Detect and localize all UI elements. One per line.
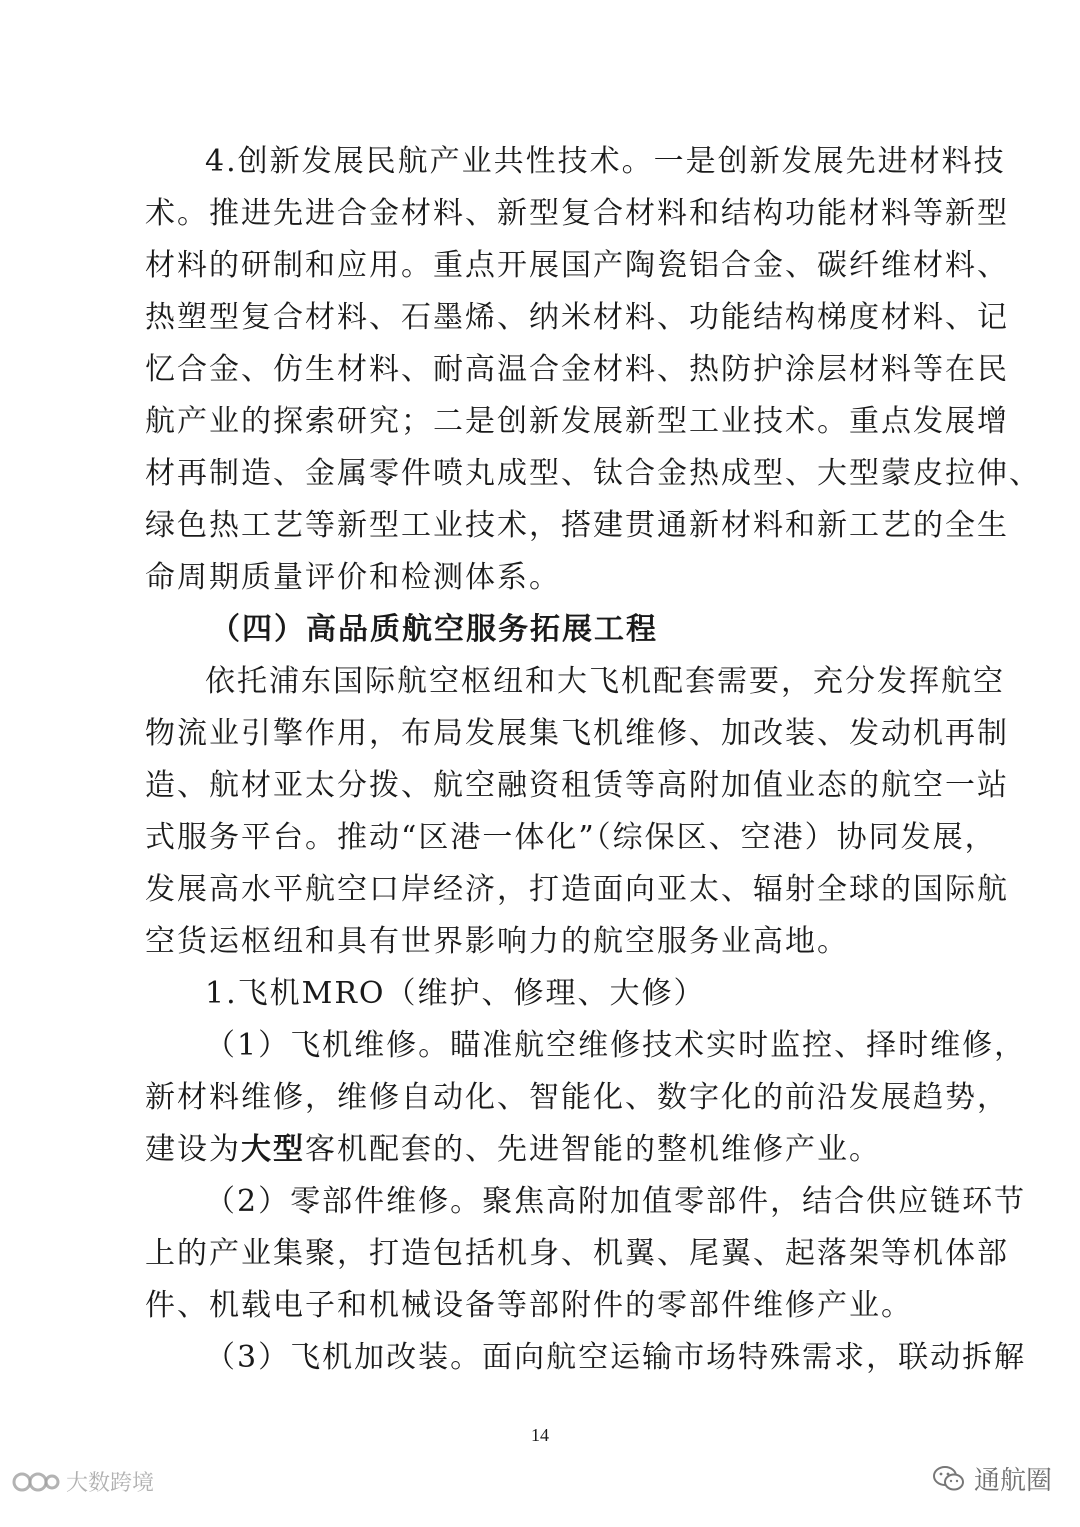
paragraph-1-line-1: 4.创新发展民航产业共性技术。一是创新发展先进材料技: [205, 144, 1006, 179]
item-1-line-3: [145, 1124, 935, 1176]
paragraph-1-line-5: 忆合金、仿生材料、耐高温合金材料、热防护涂层材料等在民: [145, 352, 1009, 387]
item-1-line-3-suffix: 客机配套的、先进智能的整机维修产业。: [305, 1132, 881, 1167]
item-1-line-3-prefix: 建设为: [145, 1132, 241, 1167]
paragraph-2-line-4: 式服务平台。推动“区港一体化”（综保区、空港）协同发展，: [145, 820, 997, 855]
item-1-line-1: （1）飞机维修。瞄准航空维修技术实时监控、择时维修，: [205, 1028, 1027, 1063]
paragraph-2-line-6: 空货运枢纽和具有世界影响力的航空服务业高地。: [145, 924, 849, 959]
paragraph-2-line-1: 依托浦东国际航空枢纽和大飞机配套需要，充分发挥航空: [205, 664, 1005, 699]
paragraph-1-line-3: 材料的研制和应用。重点开展国产陶瓷铝合金、碳纤维材料、: [145, 248, 1009, 283]
watermark-right-text: 通航圈: [973, 1466, 1052, 1496]
section-heading: （四）高品质航空服务拓展工程: [210, 612, 658, 647]
page-number: 14: [531, 1425, 549, 1445]
watermark-left: [12, 1466, 154, 1497]
subheading-mro: 1.飞机MRO（维护、修理、大修）: [205, 976, 706, 1011]
item-3-line-1: （3）飞机加改装。面向航空运输市场特殊需求，联动拆解: [205, 1340, 1027, 1375]
paragraph-1-line-4: 热塑型复合材料、石墨烯、纳米材料、功能结构梯度材料、记: [145, 300, 1009, 335]
item-1-line-3-bold: 大型: [241, 1132, 305, 1167]
watermark-logo-icon: [12, 1467, 60, 1497]
wechat-icon: [932, 1464, 966, 1494]
paragraph-1-line-6: 航产业的探索研究；二是创新发展新型工业技术。重点发展增: [145, 404, 1009, 439]
paragraph-1-line-9: 命周期质量评价和检测体系。: [145, 560, 561, 595]
paragraph-1-line-2: 术。推进先进合金材料、新型复合材料和结构功能材料等新型: [145, 196, 1009, 231]
item-2-line-3: 件、机载电子和机械设备等部附件的零部件维修产业。: [145, 1288, 913, 1323]
paragraph-2-line-3: 造、航材亚太分拨、航空融资租赁等高附加值业态的航空一站: [145, 768, 1009, 803]
paragraph-1-line-7: 材再制造、金属零件喷丸成型、钛合金热成型、大型蒙皮拉伸、: [145, 456, 1041, 491]
paragraph-2-line-5: 发展高水平航空口岸经济，打造面向亚太、辐射全球的国际航: [145, 872, 1009, 907]
watermark-left-text: 大数跨境: [66, 1471, 155, 1496]
paragraph-1-line-8: 绿色热工艺等新型工业技术，搭建贯通新材料和新工艺的全生: [145, 508, 1009, 543]
watermark-right: [932, 1460, 1052, 1497]
item-2-line-1: （2）零部件维修。聚焦高附加值零部件，结合供应链环节: [205, 1184, 1027, 1219]
item-2-line-2: 上的产业集聚，打造包括机身、机翼、尾翼、起落架等机体部: [145, 1236, 1009, 1271]
paragraph-2-line-2: 物流业引擎作用，布局发展集飞机维修、加改装、发动机再制: [145, 716, 1009, 751]
item-1-line-2: 新材料维修，维修自动化、智能化、数字化的前沿发展趋势，: [145, 1080, 1009, 1115]
